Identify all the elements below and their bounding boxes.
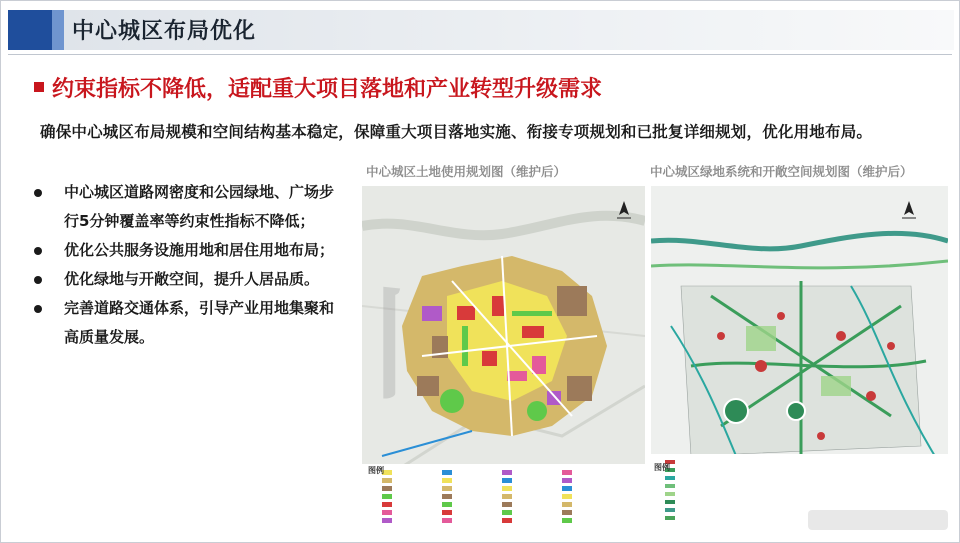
green-space-map xyxy=(651,186,948,532)
legend-swatch xyxy=(442,470,452,475)
section-subtitle-text: 约束指标不降低，适配重大项目落地和产业转型升级需求 xyxy=(52,77,603,102)
legend-swatch xyxy=(382,502,392,507)
legend-swatch xyxy=(562,494,572,499)
square-bullet-icon xyxy=(34,82,44,92)
legend-swatch xyxy=(502,510,512,515)
bullet-text: 优化绿地与开敞空间，提升人居品质。 xyxy=(64,270,320,288)
header-divider xyxy=(8,54,952,55)
bullet-item xyxy=(30,178,340,236)
legend-swatch xyxy=(502,470,512,475)
bullet-list xyxy=(30,178,340,352)
legend-swatch xyxy=(502,502,512,507)
legend-swatch xyxy=(382,518,392,523)
legend-swatch xyxy=(442,486,452,491)
legend-swatch xyxy=(442,502,452,507)
legend-swatch xyxy=(442,510,452,515)
legend-swatch xyxy=(562,510,572,515)
bullet-item xyxy=(30,265,340,294)
bullet-dot-icon xyxy=(34,305,42,313)
bullet-item xyxy=(30,236,340,265)
legend-swatch xyxy=(382,486,392,491)
legend-swatch xyxy=(442,518,452,523)
section-description: 确保中心城区布局规模和空间结构基本稳定，保障重大项目落地实施、衔接专项规划和已批复详细规划，优化用地布局。 xyxy=(40,123,873,141)
bullet-dot-icon xyxy=(34,247,42,255)
legend-swatch xyxy=(502,486,512,491)
green-space-map-title: 中心城区绿地系统和开敞空间规划图（维护后） xyxy=(650,164,913,179)
green-space-map-graphic xyxy=(651,186,948,532)
header-accent-stripe xyxy=(52,10,64,50)
bullet-text: 优化公共服务设施用地和居住用地布局； xyxy=(64,241,335,259)
bullet-text: 中心城区道路网密度和公园绿地、广场步行5分钟覆盖率等约束性指标不降低； xyxy=(64,183,335,230)
legend-swatch xyxy=(442,494,452,499)
bullet-dot-icon xyxy=(34,189,42,197)
section-subtitle xyxy=(34,72,602,103)
page-title: 中心城区布局优化 xyxy=(72,19,257,44)
viewer-toolbar[interactable] xyxy=(808,510,948,530)
legend-swatch xyxy=(562,502,572,507)
legend-swatch xyxy=(502,494,512,499)
legend-swatch xyxy=(562,518,572,523)
bullet-dot-icon xyxy=(34,276,42,284)
legend-swatch xyxy=(502,478,512,483)
land-use-map-title: 中心城区土地使用规划图（维护后） xyxy=(366,164,567,179)
land-use-legend-heading: 图例 xyxy=(368,466,384,475)
bullet-text: 完善道路交通体系，引导产业用地集聚和高质量发展。 xyxy=(64,299,335,346)
legend-swatch xyxy=(562,470,572,475)
legend-swatch xyxy=(562,486,572,491)
legend-swatch xyxy=(382,478,392,483)
watermark-stroke: 丨 xyxy=(330,275,450,416)
legend-swatch xyxy=(562,478,572,483)
legend-swatch xyxy=(382,510,392,515)
legend-swatch xyxy=(502,518,512,523)
green-space-legend-heading: 图例 xyxy=(654,463,670,472)
bullet-item xyxy=(30,294,340,352)
legend-swatch xyxy=(382,494,392,499)
legend-swatch xyxy=(442,478,452,483)
